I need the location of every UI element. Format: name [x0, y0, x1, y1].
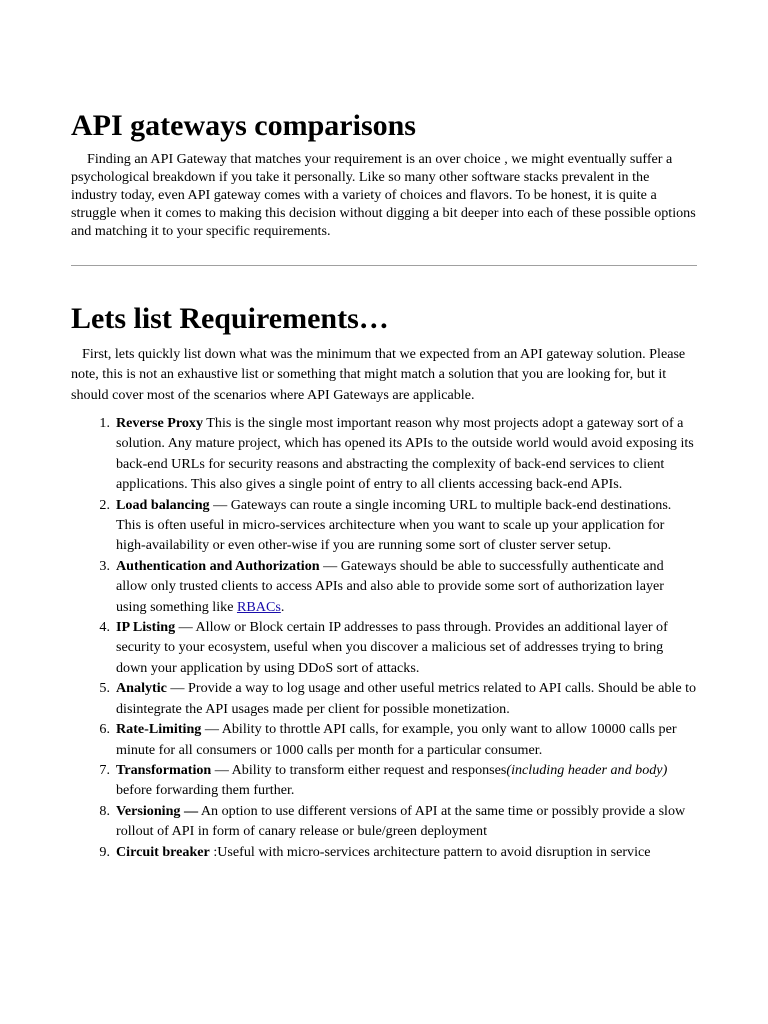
item-title: Versioning — [116, 802, 199, 819]
list-number: 2. [99, 496, 110, 513]
list-number: 9. [99, 843, 110, 860]
item-text: — Gateways should be able to successfully authenticate and allow only trusted clients to access APIs and also able to provide some sort of authorization layer using something like [116, 557, 664, 615]
item-text: :Useful with micro-services architecture pattern to avoid disruption in service [209, 843, 651, 860]
list-item [99, 617, 697, 678]
requirements-list [99, 413, 697, 862]
item-title: Authentication and Authorization [116, 557, 320, 574]
item-text: — Allow or Block certain IP addresses to pass through. Provides an additional layer of security to your ecosystem, useful when you discover a malicious set of addresses trying to bring down your application by using DDoS sort of attacks. [116, 619, 668, 676]
list-item [99, 556, 697, 617]
list-number: 5. [99, 680, 110, 697]
item-text: — Ability to throttle API calls, for example, you only want to allow 10000 calls per minute for all consumers or 1000 calls per month for a particular consumer. [116, 721, 677, 758]
list-number: 4. [99, 619, 110, 636]
list-item [99, 413, 697, 495]
list-number: 1. [99, 415, 110, 431]
article-title: API gateways comparisons [71, 109, 416, 142]
list-number: 7. [99, 761, 110, 778]
item-text: This is the single most important reason why most projects adopt a gateway sort of a solution. Any mature project, which has opened its APIs to the outside world would avoid exposing its back-end URLs for security reasons and abstracting the complexity of back-end services to client applications. This also gives a single point of entry to all clients accessing back-end APIs. [116, 415, 694, 493]
list-item [99, 678, 697, 719]
item-title: Analytic [116, 680, 167, 697]
item-text-end: before forwarding them further. [116, 782, 295, 799]
item-title: Load balancing [116, 496, 210, 513]
item-title: Transformation [116, 761, 212, 778]
list-number: 3. [99, 557, 110, 574]
section-intro-paragraph: First, lets quickly list down what was the minimum that we expected from an API gateway solution. Please note, this is not an exhaustive list or something that might match a solution that you are looking for, but it should cover most of the scenarios where API Gateways are applicable. [71, 346, 686, 403]
item-text-end: . [280, 598, 285, 615]
section-title: Lets list Requirements… [71, 302, 389, 335]
intro-paragraph: Finding an API Gateway that matches your requirement is an over choice , we might eventually suffer a psychological breakdown if you take it personally. Like so many other software stacks prevalent in the industry today, even API gateway comes with a variety of choices and flavors. To be honest, it is quite a struggle when it comes to making this decision without digging a bit deeper into each of these possible options and matching it to your specific requirements. [71, 151, 696, 239]
item-text: An option to use different versions of API at the same time or possibly provide a slow rollout of API in form of canary release or bule/green deployment [116, 802, 686, 840]
rbacs-link[interactable]: RBACs [236, 598, 281, 615]
item-title: IP Listing [116, 619, 176, 636]
list-item [99, 801, 697, 842]
item-text: — Gateways can route a single incoming URL to multiple back-end destinations. This is often useful in micro-services architecture when you want to scale up your application for high-availability or even other-wise if you are running some sort of cluster server setup. [116, 496, 672, 554]
list-item [99, 842, 697, 862]
item-title: Rate-Limiting [116, 721, 202, 738]
list-item [99, 719, 697, 760]
item-emphasis: (including header and body) [506, 761, 668, 778]
item-title: Circuit breaker [116, 843, 210, 860]
section-divider [71, 265, 697, 266]
item-text: — Ability to transform either request and responses [211, 761, 507, 778]
list-number: 8. [99, 802, 110, 819]
list-item [99, 760, 697, 801]
list-number: 6. [99, 721, 110, 738]
item-text: — Provide a way to log usage and other useful metrics related to API calls. Should be able to disintegrate the API usages made per client for possible monetization. [116, 680, 697, 717]
list-item [99, 495, 697, 556]
item-title: Reverse Proxy [116, 415, 204, 431]
